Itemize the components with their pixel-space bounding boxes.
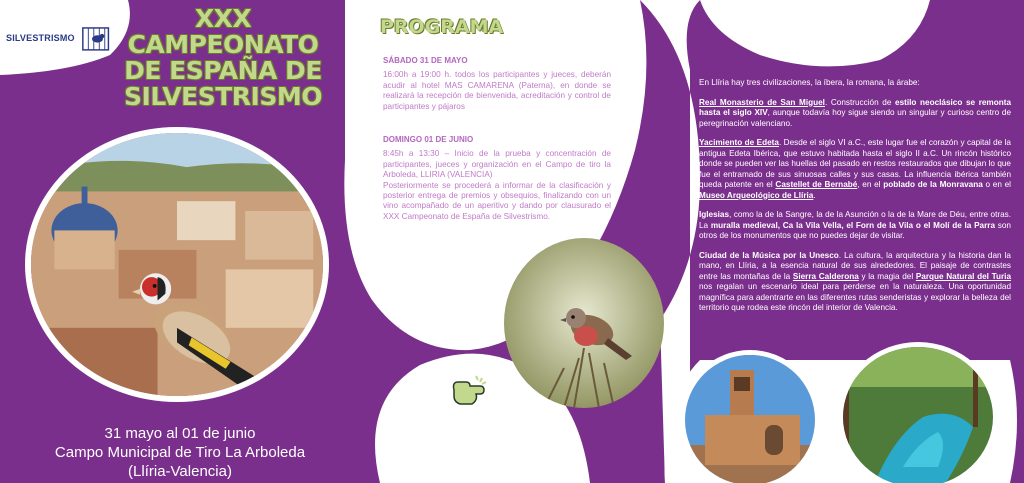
town-goldfinch-photo [25, 127, 329, 402]
title-line-1: XXX [194, 4, 252, 33]
logo-text: SILVESTRISMO [6, 33, 75, 43]
monasterio-paragraph: Real Monasterio de San Miguel. Construcción de estilo neoclásico se remonta hasta el siglo XIV, aunque todavía hoy sigue siendo un singular y curioso centro de peregrinación valenciano. [699, 97, 1012, 128]
edeta-link[interactable]: Yacimiento de Edeta [699, 138, 779, 147]
programa-section-sunday [383, 135, 611, 222]
programa-title: PROGRAMA [380, 16, 504, 38]
church-photo [680, 350, 820, 483]
que-ver-text [699, 78, 1011, 323]
calderona-link[interactable]: Sierra Calderona [792, 271, 859, 281]
que-ver-title: ¿QUÉ VER? [774, 25, 889, 47]
event-dates: 31 mayo al 01 de junio [104, 425, 256, 442]
logo [6, 18, 110, 58]
programa-section-saturday [383, 56, 611, 112]
title-line-3: DE ESPAÑA DE [124, 56, 322, 85]
main-title [118, 6, 328, 110]
musica-paragraph: Ciudad de la Música por la Unesco. La cultura, la arquitectura y la historia dan la mano, en Llíria, a la esencia natural de sus alrededores. El paisaje de contrastes entre las montañas de la Sierra Calderona y la magia del Parque Natural del Turia nos regalan un escenario ideal para perderse en la naturaleza. Una oportunidad magnífica para adentrarte en las diferentes rutas senderistas y explorar la belleza del territorio que rodea este rincón del interior de Valencia. [699, 250, 1012, 312]
event-info [30, 424, 330, 481]
event-location: (Llíria-Valencia) [128, 463, 232, 480]
section-heading: SÁBADO 31 DE MAYO [383, 56, 468, 65]
edeta-paragraph: Yacimiento de Edeta. Desde el siglo VI a.C., este lugar fue el corazón y capital de la antigua Edeta Ibérica, que estuvo habitada hasta el siglo II a.C. Un rincón histórico donde se pueden ver las huellas del pasado en restos restaurados que dibujan lo que fue el entramado de sus sinuosas calles y sus casas. La influencia ibérica también queda patente en el Castellet de Bernabé, en el poblado de la Monravana o en el Museo Arqueológico de Llíria. [699, 138, 1011, 200]
museo-link[interactable]: Museo Arqueológico de Llíria [699, 190, 814, 200]
pointing-hand-icon [446, 370, 490, 410]
section-text: 16:00h a 19:00 h. todos los participantes y jueces, deberán acudir al hotel MAS CAMARENA (Paterna), en donde se realizará la recepción de bienvenida, acreditación y control de participantes y pájaros [383, 70, 611, 111]
title-line-2: CAMPEONATO [127, 30, 319, 59]
section-text-2: Posteriormente se procederá a informar de la clasificación y posterior entrega de premios y obsequios, finalizando con un vino acompañado de un aperitivo y dando por clausurado el XXX Campeonato de España de Silvestrismo. [383, 180, 611, 221]
intro-paragraph: En Llíria hay tres civilizaciones, la íbera, la romana, la árabe: [699, 78, 920, 87]
section-text: 8:45h a 13:30 – Inicio de la prueba y concentración de participantes, jueces y organización en el Campo de tiro la Arboleda, LLIRIA (VALENCIA) [383, 149, 611, 180]
iglesias-paragraph: Iglesias, como la de la Sangre, la de la Asunción o la de la Mare de Déu, entre otras. La muralla medieval, Ca la Vila Vella, el Forn de la Vila o el Molí de la Parra son otros de los monumentos que no puedes dejar de visitar. [699, 210, 1011, 240]
title-line-4: SILVESTRISMO [124, 82, 322, 111]
mas-info-link[interactable]: MÁS INFO [460, 410, 553, 431]
monasterio-link[interactable]: Real Monasterio de San Miguel [699, 97, 825, 107]
section-heading: DOMINGO 01 DE JUNIO [383, 135, 474, 144]
event-venue: Campo Municipal de Tiro La Arboleda [54, 444, 306, 461]
river-photo [838, 342, 998, 483]
castellet-link[interactable]: Castellet de Bernabé [775, 180, 858, 189]
birdcage-icon [81, 23, 110, 53]
turia-link[interactable]: Parque Natural del Turia [915, 271, 1012, 281]
linnet-photo [504, 238, 664, 408]
